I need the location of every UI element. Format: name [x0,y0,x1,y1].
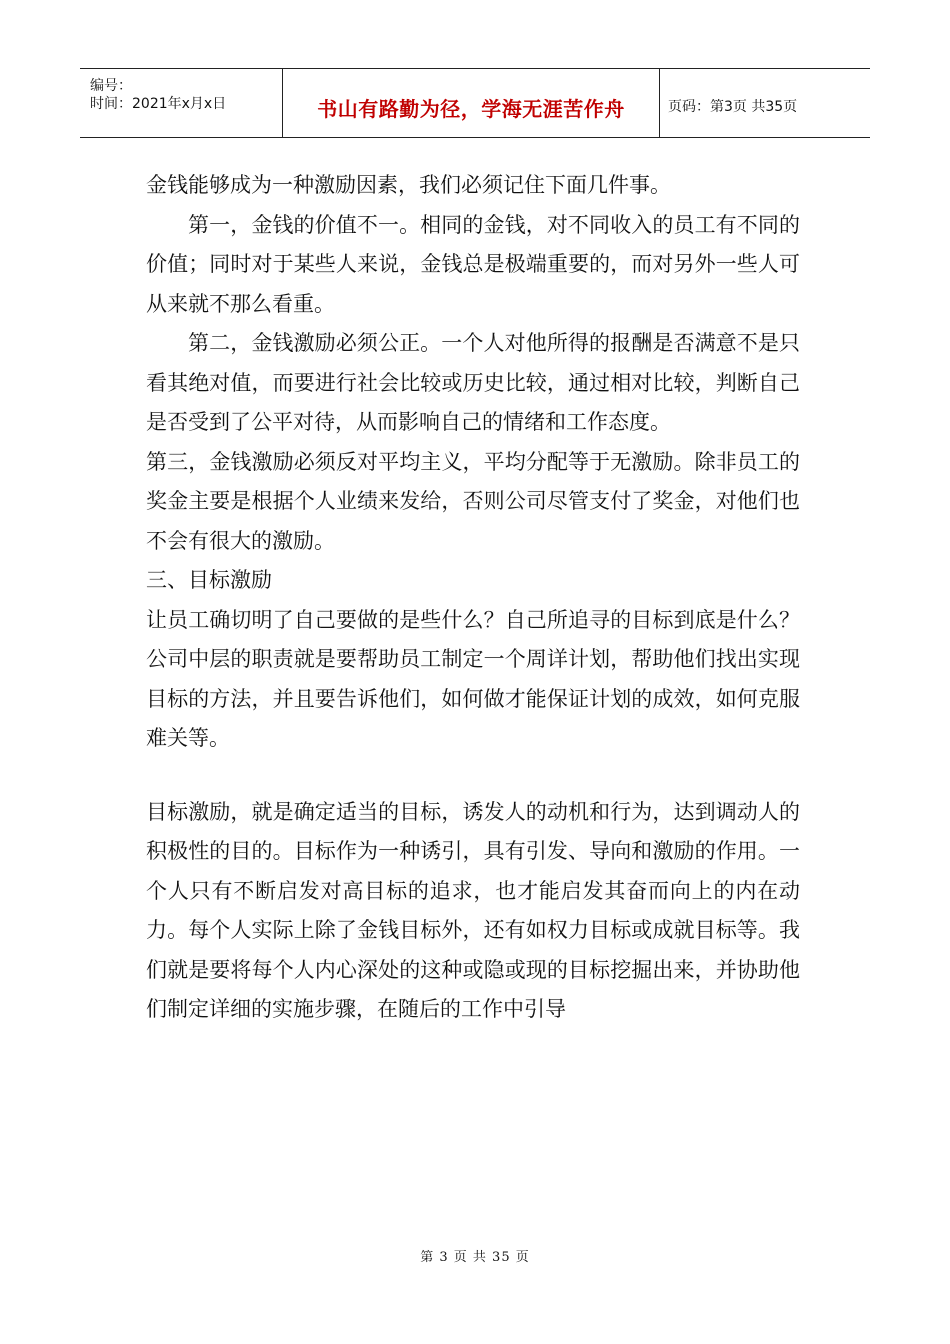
motto-text: 书山有路勤为径，学海无涯苦作舟 [317,97,625,121]
paragraph: 第二，金钱激励必须公正。一个人对他所得的报酬是否满意不是只看其绝对值，而要进行社会比较或历史比较，通过相对比较，判断自己是否受到了公平对待，从而影响自己的情绪和工作态度。 [146,331,800,434]
header-page-cell [660,69,870,137]
paragraph: 第一，金钱的价值不一。相同的金钱，对不同收入的员工有不同的价值；同时对于某些人来说，金钱总是极端重要的，而对另外一些人可从来就不那么看重。 [146,212,800,316]
section-heading: 三、目标激励 [146,568,272,592]
page-footer: 第 3 页 共 35 页 [420,1250,530,1265]
paragraph: 让员工确切明了自己要做的是些什么？自己所追寻的目标到底是什么？公司中层的职责就是要帮助员工制定一个周详计划，帮助他们找出实现目标的方法，并且要告诉他们，如何做才能保证计划的成效，如何克服难关等。 [146,607,800,750]
time-label: 时间：2021年x月x日 [90,96,227,112]
header-meta-cell [80,69,283,137]
header-page-info: 页码：第3页 共35页 [668,99,798,115]
paragraph: 金钱能够成为一种激励因素，我们必须记住下面几件事。 [146,173,671,197]
header-motto-cell [283,69,660,137]
document-header [80,68,870,138]
paragraph: 目标激励，就是确定适当的目标，诱发人的动机和行为，达到调动人的积极性的目的。目标作为一种诱引，具有引发、导向和激励的作用。一个人只有不断启发对高目标的追求，也才能启发其奋而向上的内在动力。每个人实际上除了金钱目标外，还有如权力目标或成就目标等。我们就是要将每个人内心深处的这种或隐或现的目标挖掘出来，并协助他们制定详细的实施步骤，在随后的工作中引导 [146,799,800,1021]
document-body [146,166,800,1030]
paragraph: 第三，金钱激励必须反对平均主义，平均分配等于无激励。除非员工的奖金主要是根据个人业绩来发给，否则公司尽管支付了奖金，对他们也不会有很大的激励。 [146,449,800,553]
number-label: 编号： [90,78,132,94]
